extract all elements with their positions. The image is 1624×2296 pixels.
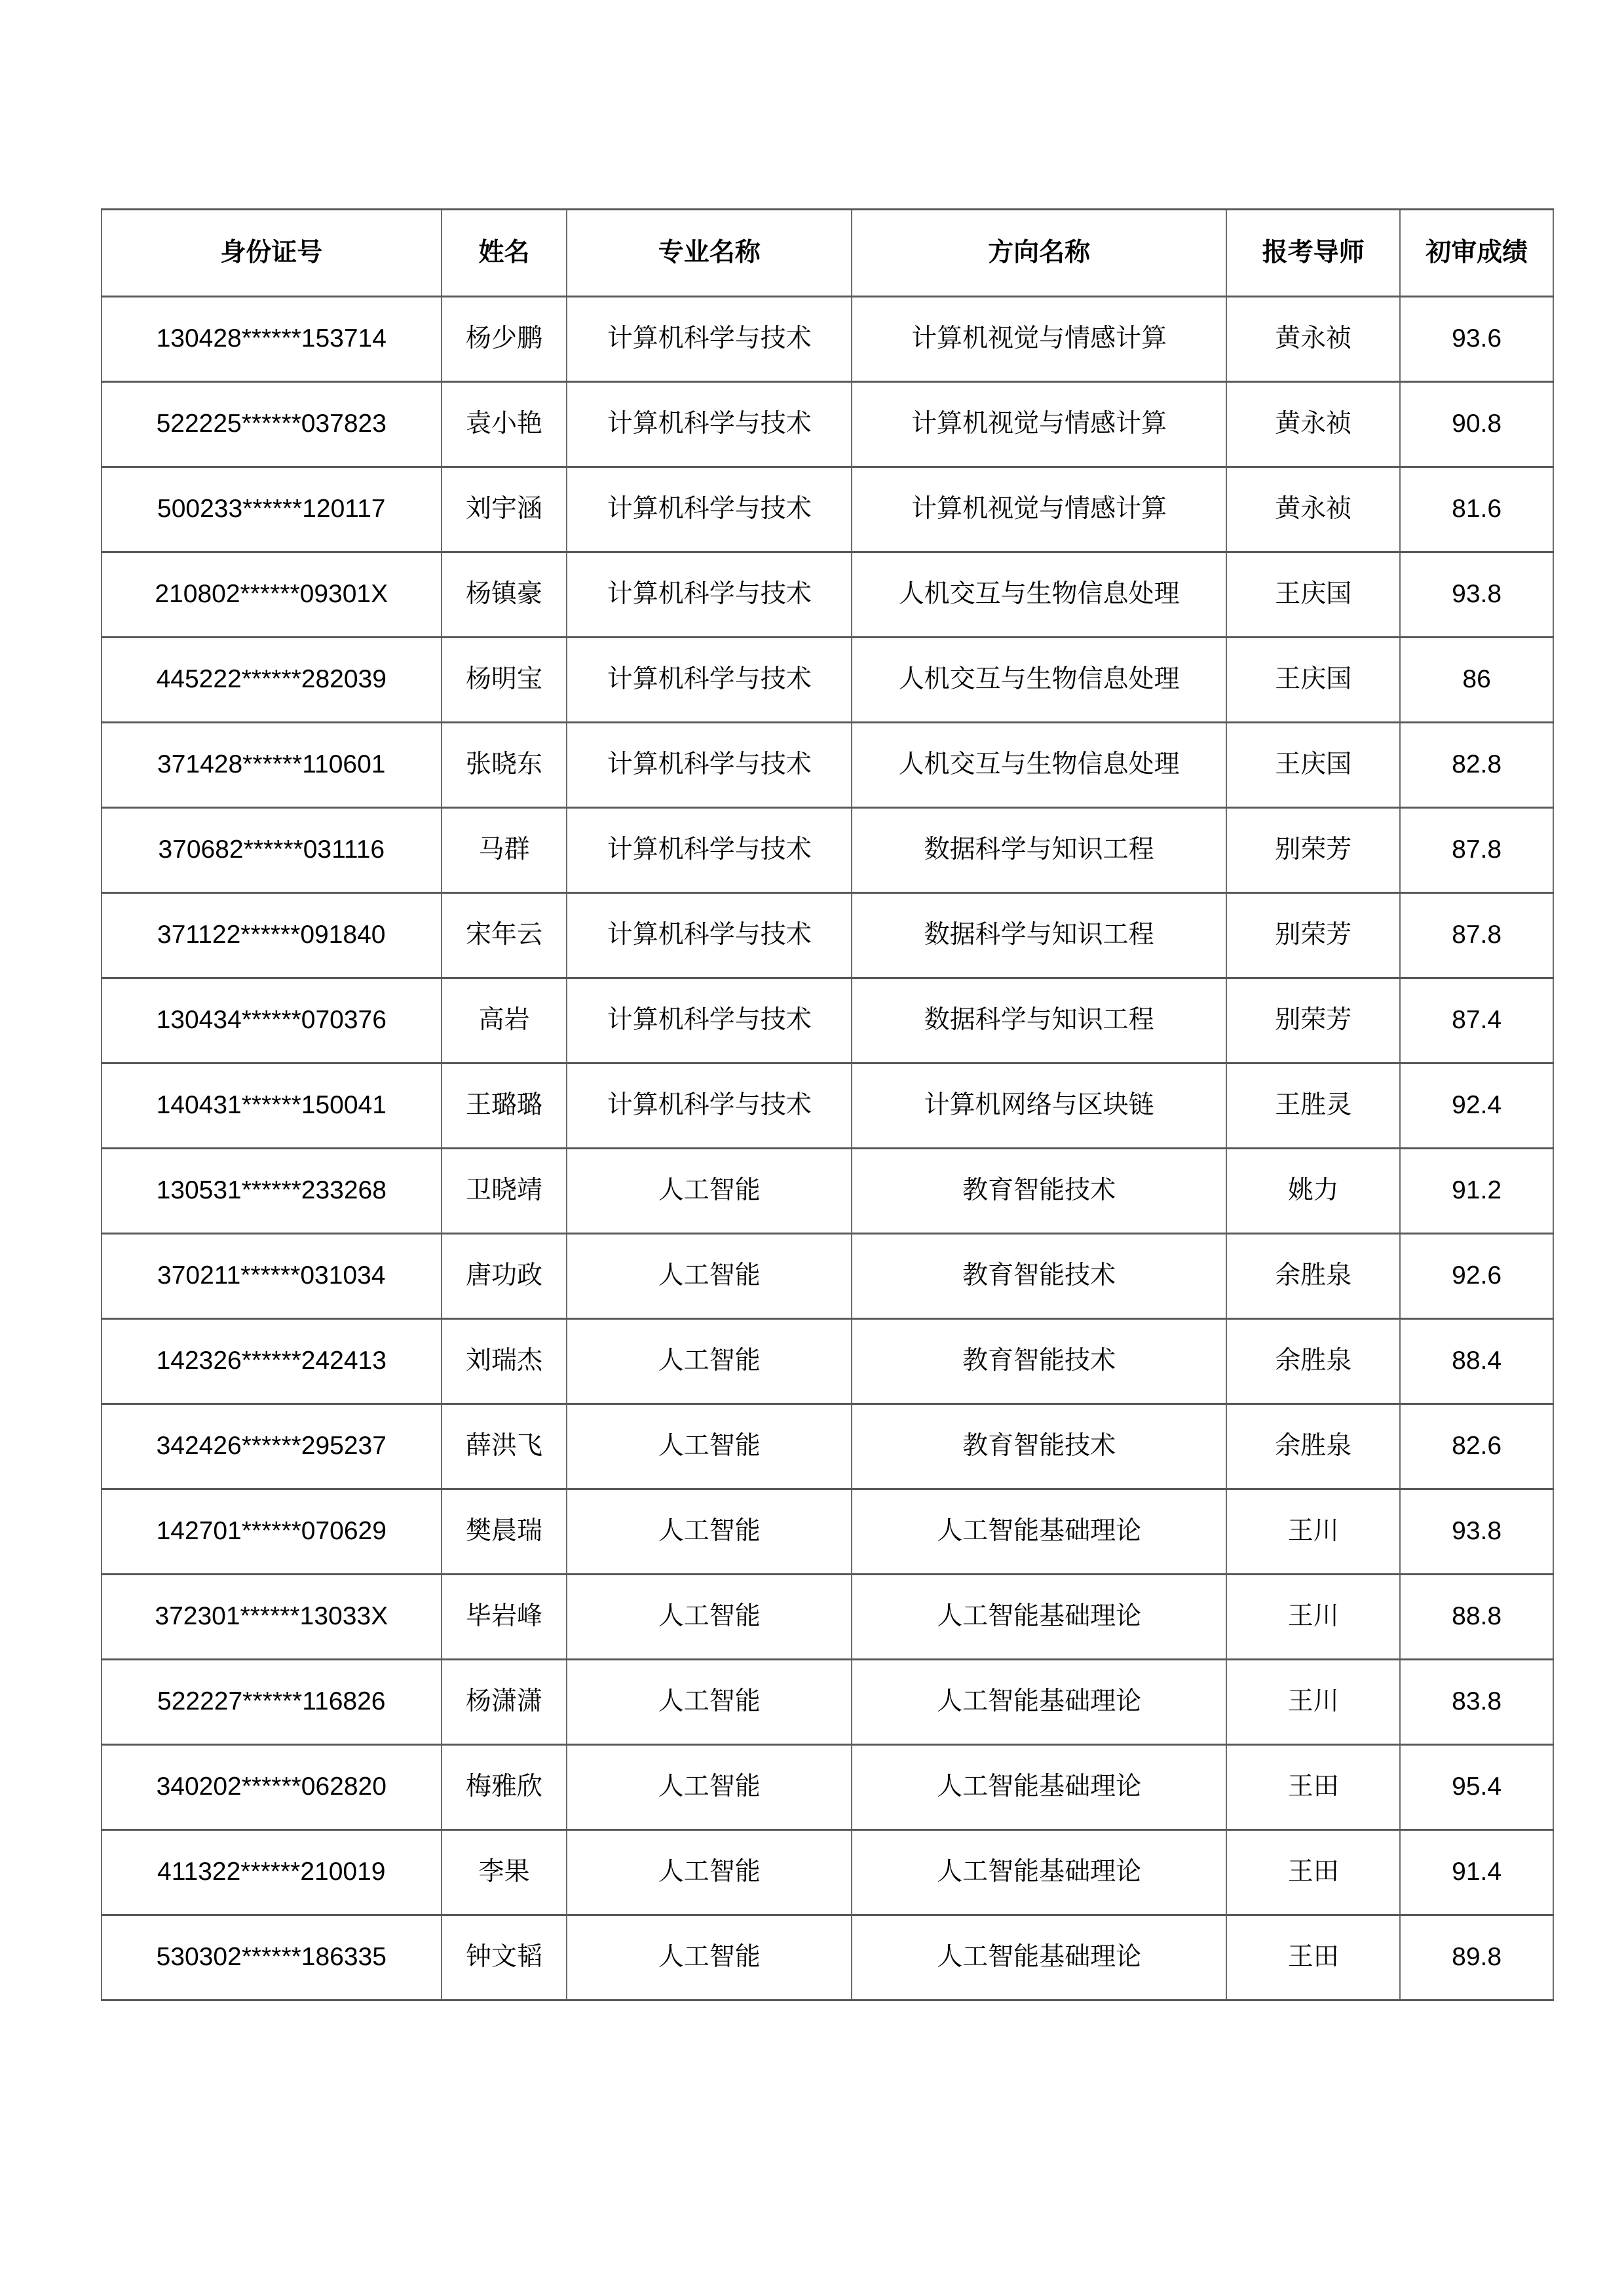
table-row bbox=[102, 552, 1553, 638]
header-score: 初审成绩 bbox=[1400, 210, 1553, 297]
cell-major: 人工智能 bbox=[567, 1745, 852, 1830]
cell-score: 91.2 bbox=[1400, 1149, 1553, 1234]
table-row bbox=[102, 1063, 1553, 1149]
cell-id: 130434******070376 bbox=[102, 978, 442, 1063]
cell-score: 87.4 bbox=[1400, 978, 1553, 1063]
cell-name: 杨少鹏 bbox=[442, 297, 567, 382]
cell-score: 89.8 bbox=[1400, 1915, 1553, 2000]
cell-id: 372301******13033X bbox=[102, 1575, 442, 1660]
cell-score: 82.6 bbox=[1400, 1404, 1553, 1489]
table-row bbox=[102, 1234, 1553, 1319]
cell-score: 82.8 bbox=[1400, 723, 1553, 808]
cell-direction: 人工智能基础理论 bbox=[852, 1489, 1226, 1575]
cell-major: 人工智能 bbox=[567, 1319, 852, 1404]
cell-direction: 教育智能技术 bbox=[852, 1319, 1226, 1404]
cell-direction: 教育智能技术 bbox=[852, 1404, 1226, 1489]
table-row bbox=[102, 1404, 1553, 1489]
table-row bbox=[102, 638, 1553, 723]
cell-direction: 教育智能技术 bbox=[852, 1234, 1226, 1319]
cell-direction: 人机交互与生物信息处理 bbox=[852, 552, 1226, 638]
cell-score: 81.6 bbox=[1400, 467, 1553, 552]
cell-mentor: 王川 bbox=[1226, 1489, 1400, 1575]
cell-mentor: 王田 bbox=[1226, 1830, 1400, 1915]
cell-name: 刘瑞杰 bbox=[442, 1319, 567, 1404]
table-row bbox=[102, 1660, 1553, 1745]
cell-name: 袁小艳 bbox=[442, 382, 567, 467]
cell-direction: 计算机视觉与情感计算 bbox=[852, 467, 1226, 552]
cell-mentor: 王川 bbox=[1226, 1575, 1400, 1660]
cell-major: 计算机科学与技术 bbox=[567, 808, 852, 893]
cell-id: 500233******120117 bbox=[102, 467, 442, 552]
cell-major: 人工智能 bbox=[567, 1489, 852, 1575]
cell-direction: 人工智能基础理论 bbox=[852, 1575, 1226, 1660]
table-row bbox=[102, 893, 1553, 978]
cell-mentor: 余胜泉 bbox=[1226, 1404, 1400, 1489]
cell-major: 计算机科学与技术 bbox=[567, 467, 852, 552]
cell-mentor: 王田 bbox=[1226, 1915, 1400, 2000]
cell-id: 370211******031034 bbox=[102, 1234, 442, 1319]
cell-major: 计算机科学与技术 bbox=[567, 893, 852, 978]
cell-name: 梅雅欣 bbox=[442, 1745, 567, 1830]
table-row bbox=[102, 1149, 1553, 1234]
cell-score: 93.8 bbox=[1400, 1489, 1553, 1575]
cell-id: 445222******282039 bbox=[102, 638, 442, 723]
cell-score: 90.8 bbox=[1400, 382, 1553, 467]
cell-score: 87.8 bbox=[1400, 808, 1553, 893]
cell-direction: 人工智能基础理论 bbox=[852, 1915, 1226, 2000]
cell-mentor: 黄永祯 bbox=[1226, 297, 1400, 382]
cell-direction: 数据科学与知识工程 bbox=[852, 978, 1226, 1063]
cell-direction: 人工智能基础理论 bbox=[852, 1745, 1226, 1830]
cell-id: 130531******233268 bbox=[102, 1149, 442, 1234]
cell-mentor: 王庆国 bbox=[1226, 552, 1400, 638]
cell-mentor: 余胜泉 bbox=[1226, 1319, 1400, 1404]
cell-score: 88.4 bbox=[1400, 1319, 1553, 1404]
applicants-table bbox=[101, 208, 1554, 2001]
cell-mentor: 王川 bbox=[1226, 1660, 1400, 1745]
cell-id: 522225******037823 bbox=[102, 382, 442, 467]
table-row bbox=[102, 808, 1553, 893]
cell-major: 计算机科学与技术 bbox=[567, 1063, 852, 1149]
cell-id: 140431******150041 bbox=[102, 1063, 442, 1149]
cell-id: 142701******070629 bbox=[102, 1489, 442, 1575]
cell-name: 杨潇潇 bbox=[442, 1660, 567, 1745]
cell-score: 88.8 bbox=[1400, 1575, 1553, 1660]
table-row bbox=[102, 467, 1553, 552]
cell-major: 人工智能 bbox=[567, 1660, 852, 1745]
cell-name: 唐功政 bbox=[442, 1234, 567, 1319]
cell-id: 371122******091840 bbox=[102, 893, 442, 978]
cell-name: 薛洪飞 bbox=[442, 1404, 567, 1489]
cell-direction: 计算机网络与区块链 bbox=[852, 1063, 1226, 1149]
header-id-number: 身份证号 bbox=[102, 210, 442, 297]
header-major: 专业名称 bbox=[567, 210, 852, 297]
cell-direction: 人工智能基础理论 bbox=[852, 1830, 1226, 1915]
cell-major: 人工智能 bbox=[567, 1915, 852, 2000]
cell-major: 人工智能 bbox=[567, 1234, 852, 1319]
cell-major: 计算机科学与技术 bbox=[567, 638, 852, 723]
cell-mentor: 别荣芳 bbox=[1226, 808, 1400, 893]
cell-id: 522227******116826 bbox=[102, 1660, 442, 1745]
cell-name: 樊晨瑞 bbox=[442, 1489, 567, 1575]
table-body bbox=[102, 297, 1553, 2000]
cell-id: 411322******210019 bbox=[102, 1830, 442, 1915]
table-row bbox=[102, 1489, 1553, 1575]
cell-score: 91.4 bbox=[1400, 1830, 1553, 1915]
cell-id: 342426******295237 bbox=[102, 1404, 442, 1489]
cell-direction: 人机交互与生物信息处理 bbox=[852, 638, 1226, 723]
table-row bbox=[102, 1319, 1553, 1404]
header-row bbox=[102, 210, 1553, 297]
cell-name: 李果 bbox=[442, 1830, 567, 1915]
cell-mentor: 王庆国 bbox=[1226, 638, 1400, 723]
cell-id: 530302******186335 bbox=[102, 1915, 442, 2000]
cell-id: 370682******031116 bbox=[102, 808, 442, 893]
cell-mentor: 王胜灵 bbox=[1226, 1063, 1400, 1149]
cell-major: 计算机科学与技术 bbox=[567, 723, 852, 808]
table-row bbox=[102, 297, 1553, 382]
cell-name: 卫晓靖 bbox=[442, 1149, 567, 1234]
cell-major: 计算机科学与技术 bbox=[567, 978, 852, 1063]
cell-mentor: 余胜泉 bbox=[1226, 1234, 1400, 1319]
cell-name: 宋年云 bbox=[442, 893, 567, 978]
cell-id: 371428******110601 bbox=[102, 723, 442, 808]
cell-score: 86 bbox=[1400, 638, 1553, 723]
cell-mentor: 王庆国 bbox=[1226, 723, 1400, 808]
cell-mentor: 别荣芳 bbox=[1226, 893, 1400, 978]
table-row bbox=[102, 1915, 1553, 2000]
cell-direction: 计算机视觉与情感计算 bbox=[852, 297, 1226, 382]
cell-id: 340202******062820 bbox=[102, 1745, 442, 1830]
header-direction: 方向名称 bbox=[852, 210, 1226, 297]
cell-score: 93.6 bbox=[1400, 297, 1553, 382]
cell-direction: 计算机视觉与情感计算 bbox=[852, 382, 1226, 467]
cell-score: 95.4 bbox=[1400, 1745, 1553, 1830]
cell-mentor: 别荣芳 bbox=[1226, 978, 1400, 1063]
table-row bbox=[102, 723, 1553, 808]
cell-name: 杨镇豪 bbox=[442, 552, 567, 638]
table-row bbox=[102, 1575, 1553, 1660]
cell-direction: 数据科学与知识工程 bbox=[852, 808, 1226, 893]
cell-id: 142326******242413 bbox=[102, 1319, 442, 1404]
cell-score: 87.8 bbox=[1400, 893, 1553, 978]
header-name: 姓名 bbox=[442, 210, 567, 297]
cell-score: 83.8 bbox=[1400, 1660, 1553, 1745]
cell-direction: 人工智能基础理论 bbox=[852, 1660, 1226, 1745]
cell-mentor: 黄永祯 bbox=[1226, 467, 1400, 552]
cell-mentor: 黄永祯 bbox=[1226, 382, 1400, 467]
cell-name: 钟文韬 bbox=[442, 1915, 567, 2000]
cell-id: 130428******153714 bbox=[102, 297, 442, 382]
cell-direction: 数据科学与知识工程 bbox=[852, 893, 1226, 978]
cell-name: 王璐璐 bbox=[442, 1063, 567, 1149]
table-row bbox=[102, 1830, 1553, 1915]
cell-score: 93.8 bbox=[1400, 552, 1553, 638]
cell-direction: 人机交互与生物信息处理 bbox=[852, 723, 1226, 808]
cell-major: 人工智能 bbox=[567, 1830, 852, 1915]
cell-major: 计算机科学与技术 bbox=[567, 382, 852, 467]
cell-name: 张晓东 bbox=[442, 723, 567, 808]
cell-name: 毕岩峰 bbox=[442, 1575, 567, 1660]
cell-major: 人工智能 bbox=[567, 1404, 852, 1489]
header-mentor: 报考导师 bbox=[1226, 210, 1400, 297]
cell-id: 210802******09301X bbox=[102, 552, 442, 638]
cell-major: 人工智能 bbox=[567, 1575, 852, 1660]
cell-name: 刘宇涵 bbox=[442, 467, 567, 552]
cell-major: 计算机科学与技术 bbox=[567, 297, 852, 382]
table-row bbox=[102, 382, 1553, 467]
cell-major: 人工智能 bbox=[567, 1149, 852, 1234]
cell-name: 杨明宝 bbox=[442, 638, 567, 723]
cell-score: 92.4 bbox=[1400, 1063, 1553, 1149]
table-row bbox=[102, 978, 1553, 1063]
cell-mentor: 王田 bbox=[1226, 1745, 1400, 1830]
cell-score: 92.6 bbox=[1400, 1234, 1553, 1319]
table-row bbox=[102, 1745, 1553, 1830]
cell-name: 高岩 bbox=[442, 978, 567, 1063]
cell-name: 马群 bbox=[442, 808, 567, 893]
cell-direction: 教育智能技术 bbox=[852, 1149, 1226, 1234]
cell-major: 计算机科学与技术 bbox=[567, 552, 852, 638]
cell-mentor: 姚力 bbox=[1226, 1149, 1400, 1234]
